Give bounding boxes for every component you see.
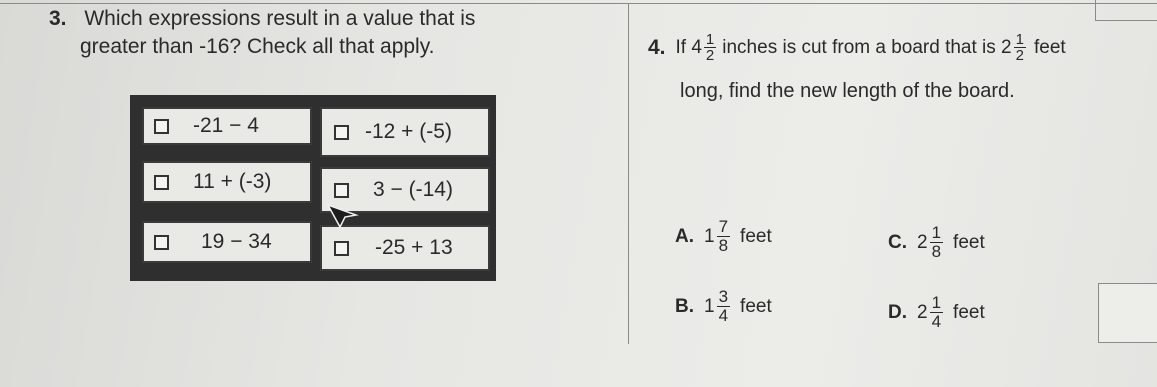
choice-d[interactable]	[888, 294, 985, 331]
option-label: -12 + (-5)	[365, 120, 452, 143]
question-3-line2	[80, 34, 435, 60]
mouse-pointer-icon	[326, 203, 360, 229]
question-text-a: If 4	[675, 36, 702, 58]
mixed-number: 2 $\frac{1}{8}$	[917, 223, 942, 261]
option-label: -25 + 13	[375, 236, 453, 259]
option-label: 11 + (-3)	[193, 170, 272, 193]
fraction: $\frac{1}{8}$	[931, 223, 942, 261]
question-text-line2: greater than -16? Check all that apply.	[80, 35, 435, 58]
question-text-line1: Which expressions result in a value that is	[84, 7, 476, 30]
choice-c[interactable]	[888, 224, 985, 261]
checkbox-icon[interactable]	[154, 235, 169, 250]
fraction-one-half: $\frac{1}{2}$	[705, 31, 715, 64]
question-number: 4.	[648, 35, 666, 59]
checkbox-icon[interactable]	[154, 119, 169, 134]
column-divider	[628, 4, 629, 344]
choice-letter: D.	[888, 301, 907, 323]
choice-b[interactable]	[675, 288, 772, 325]
option-label: 3 − (-14)	[373, 178, 453, 201]
choice-a[interactable]	[675, 218, 772, 255]
checkbox-icon[interactable]	[334, 183, 349, 198]
question-4-line2	[680, 78, 1015, 104]
choice-letter: B.	[675, 295, 694, 317]
mixed-number: 2 $\frac{1}{4}$	[917, 293, 942, 331]
choice-letter: C.	[888, 231, 907, 253]
option-checkbox-6[interactable]	[320, 225, 490, 271]
option-label: 19 − 34	[201, 230, 272, 253]
answer-grid	[130, 95, 496, 281]
fraction: $\frac{7}{8}$	[718, 217, 729, 255]
mixed-number: 1 $\frac{7}{8}$	[704, 217, 729, 255]
choice-unit: feet	[953, 301, 985, 323]
top-divider	[0, 3, 1157, 4]
option-label: -21 − 4	[193, 114, 259, 137]
choice-unit: feet	[740, 225, 772, 247]
answer-box[interactable]	[1098, 283, 1157, 343]
option-checkbox-3[interactable]	[142, 161, 312, 203]
option-checkbox-1[interactable]	[142, 107, 312, 145]
fraction-one-half-2: $\frac{1}{2}$	[1015, 31, 1024, 64]
question-4	[648, 32, 1066, 63]
question-text-c: feet	[1033, 36, 1066, 58]
checkbox-icon[interactable]	[154, 175, 169, 190]
checkbox-icon[interactable]	[334, 241, 349, 256]
question-3	[49, 6, 475, 32]
choice-unit: feet	[740, 295, 772, 317]
choice-unit: feet	[953, 231, 985, 253]
mixed-number: 1 $\frac{3}{4}$	[704, 287, 729, 325]
right-top-rule-vertical	[1095, 0, 1096, 20]
question-text-b: inches is cut from a board that is 2	[722, 36, 1012, 58]
checkbox-icon[interactable]	[334, 125, 349, 140]
question-number: 3.	[49, 7, 67, 30]
question-text-line2: long, find the new length of the board.	[680, 80, 1015, 102]
fraction: $\frac{1}{4}$	[931, 293, 942, 331]
option-checkbox-5[interactable]	[142, 221, 312, 263]
choice-letter: A.	[675, 225, 694, 247]
fraction: $\frac{3}{4}$	[718, 287, 729, 325]
option-checkbox-2[interactable]	[320, 107, 490, 157]
right-top-rule	[1095, 20, 1157, 21]
